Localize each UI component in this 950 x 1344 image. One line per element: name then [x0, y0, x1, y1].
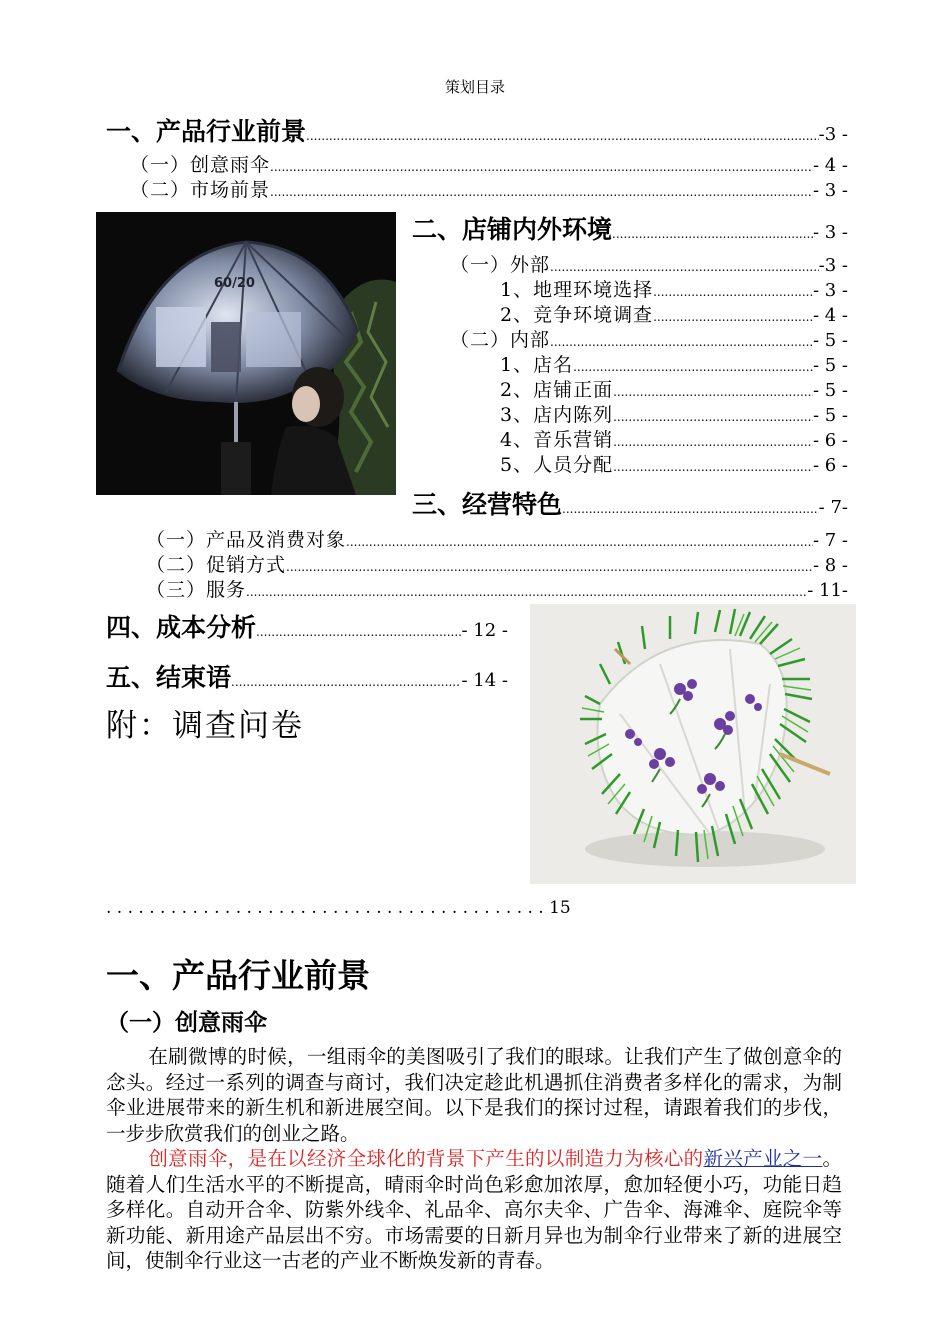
content-paragraph-1	[106, 1044, 842, 1146]
toc-label: 4、音乐营销	[500, 429, 614, 451]
toc-page: - 7-	[818, 497, 848, 518]
content-paragraph-2	[106, 1146, 842, 1274]
toc-page: - 3 -	[812, 180, 848, 201]
paragraph-2-text: 。随着人们生活水平的不断提高，晴雨伞时尚色彩愈加浓厚，愈加轻便小巧，功能日趋多样化。自动开合伞、防紫外线伞、礼品伞、高尔夫伞、广告伞、海滩伞、庭院伞等新功能、新用途产品层出不穷。市场需要的日新月异也为制伞行业带来了新的进展空间，使制伞行业这一古老的产业不断焕发新的青春。	[106, 1147, 842, 1272]
toc-page: - 4 -	[812, 305, 848, 326]
content-subheading: （一）创意雨伞	[106, 1010, 267, 1036]
toc-leader	[613, 410, 813, 424]
toc-entry-s2-1[interactable]	[450, 250, 848, 277]
paragraph-1-text: 在刷微博的时候，一组雨伞的美图吸引了我们的眼球。让我们产生了做创意伞的念头。经过一系列的调查与商讨，我们决定趁此机遇抓住消费者多样化的需求，为制伞业进展带来的新生机和新进展空间。以下是我们的探讨过程，请跟着我们的步伐，一步步欣赏我们的创业之路。	[106, 1045, 842, 1145]
toc-leader	[653, 310, 813, 324]
toc-entry-s2-2-2[interactable]	[500, 375, 848, 402]
paragraph-2-link[interactable]: 新兴产业之一	[703, 1147, 823, 1170]
toc-page: - 11-	[807, 580, 848, 601]
toc-entry-s5[interactable]	[106, 658, 508, 694]
umbrella-projection-photo	[96, 212, 396, 495]
toc-entry-s2-2-3[interactable]	[500, 400, 848, 427]
toc-entry-s2-1-2[interactable]	[500, 300, 848, 327]
toc-page: - 6 -	[812, 455, 848, 476]
umbrella-projection-illustration	[96, 212, 396, 495]
toc-page: - 5 -	[812, 380, 848, 401]
toc-leader	[562, 502, 819, 516]
toc-label: （一）产品及消费对象	[146, 529, 347, 551]
toc-label: （三）服务	[146, 579, 247, 601]
toc-page: - 6 -	[812, 430, 848, 451]
toc-leader	[612, 227, 813, 241]
toc-leader	[613, 460, 813, 474]
toc-page: - 12 -	[461, 620, 508, 641]
toc-leader	[613, 385, 813, 399]
toc-page: - 3 -	[812, 222, 848, 243]
toc-leader	[346, 535, 813, 549]
toc-leader	[270, 185, 813, 199]
toc-label: 二、店铺内外环境	[412, 215, 613, 244]
toc-leader	[550, 335, 813, 349]
toc-page: -3 -	[818, 255, 848, 276]
toc-label: 一、产品行业前景	[106, 117, 307, 146]
grass-umbrella-photo	[530, 604, 856, 884]
toc-page: -3 -	[818, 124, 848, 145]
grass-umbrella-illustration	[530, 604, 856, 884]
toc-entry-s2-2-4[interactable]	[500, 425, 848, 452]
toc-label: （二）市场前景	[130, 179, 271, 201]
toc-label: （二）内部	[450, 329, 551, 351]
toc-leader	[613, 435, 813, 449]
toc-label: （一）创意雨伞	[130, 154, 271, 176]
toc-page: - 4 -	[812, 155, 848, 176]
toc-page: - 8 -	[812, 555, 848, 576]
toc-leader	[270, 160, 813, 174]
toc-entry-s3-3[interactable]	[146, 575, 848, 602]
toc-entry-s2-1-1[interactable]	[500, 275, 848, 302]
paragraph-2-highlight: 创意雨伞，是在以经济全球化的背景下产生的以制造力为核心的	[148, 1147, 704, 1170]
toc-entry-s2-2-1[interactable]	[500, 350, 848, 377]
toc-leader	[231, 675, 461, 689]
toc-label: 四、成本分析	[106, 613, 257, 642]
toc-entry-appendix[interactable]: 附：调查问卷	[106, 708, 304, 744]
toc-entry-s1-2[interactable]	[130, 175, 848, 202]
projected-number-text: 60/20	[214, 276, 255, 291]
toc-label: 1、地理环境选择	[500, 279, 654, 301]
toc-page: - 7 -	[812, 530, 848, 551]
toc-leader	[246, 585, 807, 599]
toc-page: - 5 -	[812, 405, 848, 426]
toc-entry-s4[interactable]	[106, 608, 508, 644]
toc-leader	[550, 260, 819, 274]
toc-label: 五、结束语	[106, 663, 232, 692]
toc-entry-s1-1[interactable]	[130, 150, 848, 177]
toc-label: 3、店内陈列	[500, 404, 614, 426]
toc-entry-s2[interactable]	[412, 210, 848, 246]
toc-entry-s3-1[interactable]	[146, 525, 848, 552]
page-header-title: 策划目录	[444, 78, 505, 96]
toc-entry-s3[interactable]	[412, 485, 848, 521]
toc-page: - 5 -	[812, 330, 848, 351]
toc-entry-s2-2-5[interactable]	[500, 450, 848, 477]
toc-leader	[306, 129, 819, 143]
toc-label: 2、店铺正面	[500, 379, 614, 401]
toc-entry-s1[interactable]	[106, 112, 848, 148]
toc-entry-s2-2[interactable]	[450, 325, 848, 352]
toc-leader	[573, 360, 813, 374]
toc-page: - 5 -	[812, 355, 848, 376]
toc-entry-s3-2[interactable]	[146, 550, 848, 577]
toc-label: 5、人员分配	[500, 454, 614, 476]
toc-page: - 3 -	[812, 280, 848, 301]
toc-label: 1、店名	[500, 354, 574, 376]
toc-label: （一）外部	[450, 254, 551, 276]
toc-leader	[286, 560, 813, 574]
toc-label: 三、经营特色	[412, 490, 563, 519]
toc-leader	[653, 285, 813, 299]
toc-label: （二）促销方式	[146, 554, 287, 576]
content-heading: 一、产品行业前景	[106, 956, 370, 995]
toc-label: 2、竞争环境调查	[500, 304, 654, 326]
toc-leader	[256, 625, 461, 639]
toc-appendix-leader: . . . . . . . . . . . . . . . . . . . . . . . . . . . . . . . . . . . . . . . . . 15	[106, 898, 571, 918]
toc-page: - 14 -	[461, 670, 508, 691]
